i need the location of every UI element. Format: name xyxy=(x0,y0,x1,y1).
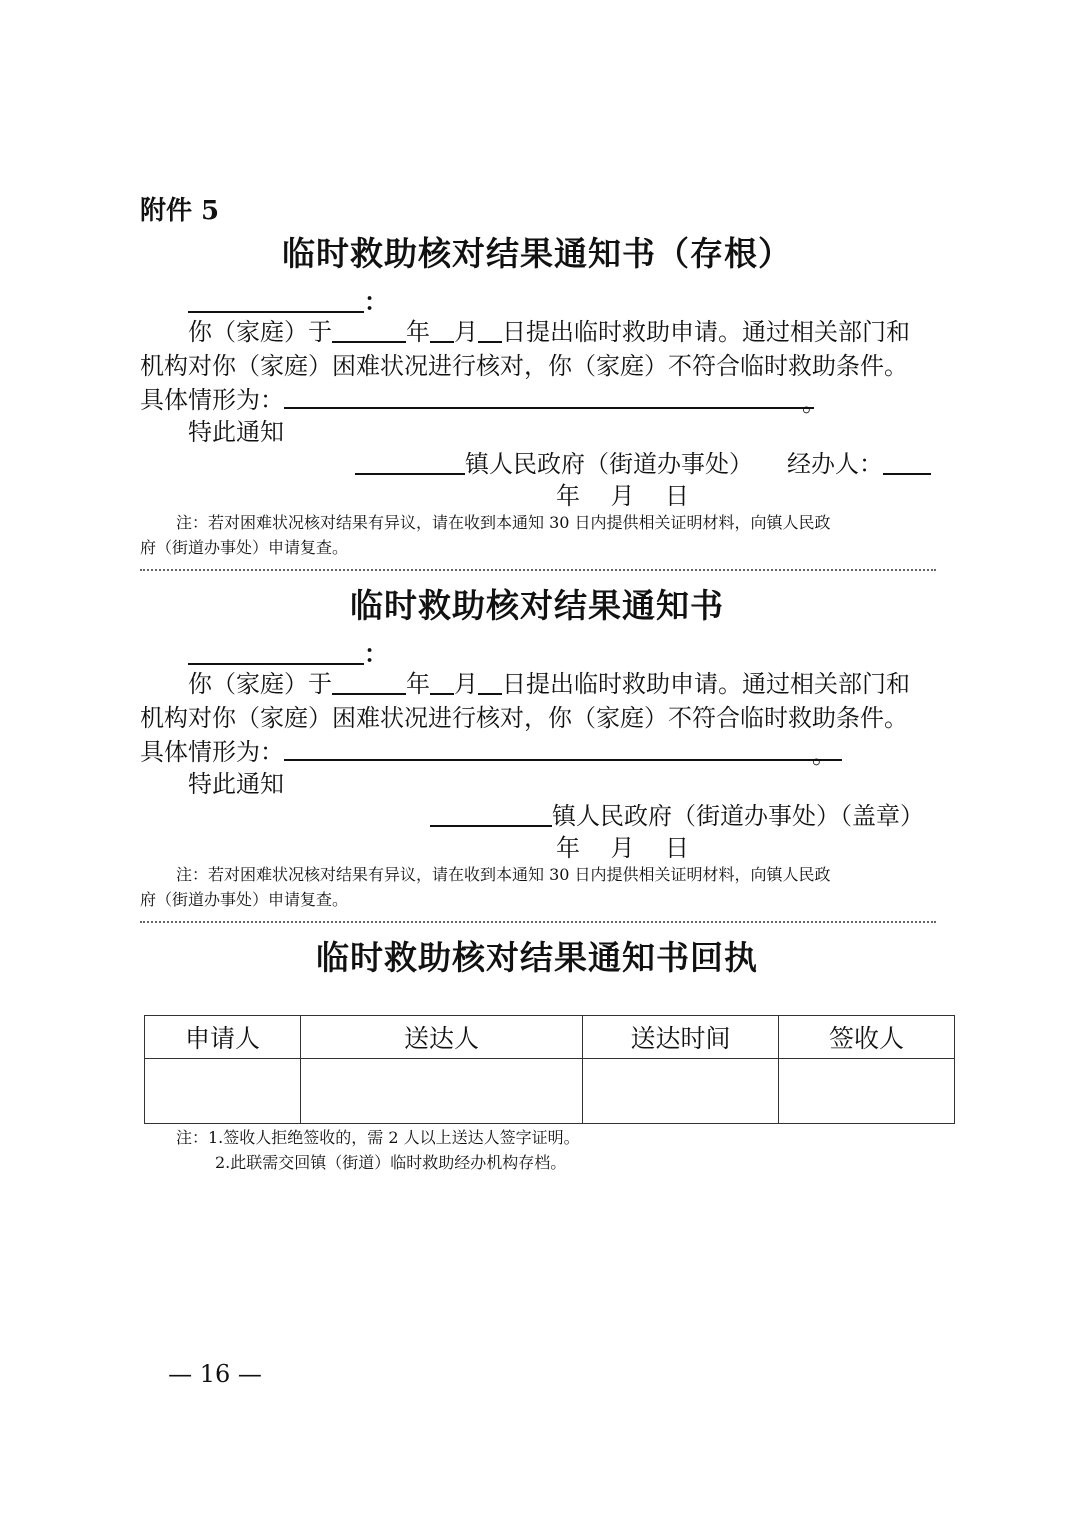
stub-note-line1: 注：若对困难状况核对结果有异议，请在收到本通知 30 日内提供相关证明材料，向镇人民政 xyxy=(176,513,831,532)
government-name: 镇人民政府（街道办事处） xyxy=(465,450,753,478)
text: 日提出临时救助申请。通过相关部门和 xyxy=(502,318,910,346)
header-delivery-time: 送达时间 xyxy=(583,1016,779,1059)
stub-note-line2: 府（街道办事处）申请复查。 xyxy=(140,538,349,557)
text: 月 xyxy=(454,318,478,346)
notice-notice: 特此通知 xyxy=(188,770,284,798)
text: 具体情形为： xyxy=(140,738,284,766)
addressee-blank[interactable] xyxy=(188,287,364,313)
stub-para-line2: 机构对你（家庭）困难状况进行核对，你（家庭）不符合临时救助条件。 xyxy=(140,352,908,380)
text: 月 xyxy=(454,670,478,698)
situation-blank[interactable] xyxy=(284,383,826,417)
town-blank[interactable] xyxy=(355,449,465,475)
notice-note-line2: 府（街道办事处）申请复查。 xyxy=(140,890,349,909)
month-blank[interactable] xyxy=(430,317,454,343)
header-recipient: 签收人 xyxy=(779,1016,955,1059)
stub-date: 年 月 日 xyxy=(556,482,690,510)
stub-title: 临时救助核对结果通知书（存根） xyxy=(282,234,792,273)
stub-signature-line xyxy=(355,444,931,479)
text: 年 xyxy=(406,318,430,346)
header-applicant: 申请人 xyxy=(145,1016,301,1059)
notice-para-line3 xyxy=(140,732,842,767)
day-blank[interactable] xyxy=(478,317,502,343)
table-header-row xyxy=(145,1016,955,1059)
header-deliverer: 送达人 xyxy=(301,1016,583,1059)
notice-note-line1: 注：若对困难状况核对结果有异议，请在收到本通知 30 日内提供相关证明材料，向镇人民政 xyxy=(176,865,831,884)
receipt-table xyxy=(144,1015,955,1124)
notice-para-line2: 机构对你（家庭）困难状况进行核对，你（家庭）不符合临时救助条件。 xyxy=(140,704,908,732)
notice-signature-line xyxy=(430,796,924,831)
cell-delivery-time[interactable] xyxy=(583,1059,779,1124)
year-blank[interactable] xyxy=(332,669,406,695)
government-name-seal: 镇人民政府（街道办事处）（盖章） xyxy=(552,802,924,830)
colon: ： xyxy=(364,287,388,316)
colon: ： xyxy=(364,639,388,668)
text: 你（家庭）于 xyxy=(188,318,332,346)
stub-para-line1 xyxy=(188,312,910,347)
period: 。 xyxy=(812,741,836,769)
receipt-note-line1: 注：1.签收人拒绝签收的，需 2 人以上送达人签字证明。 xyxy=(176,1128,580,1147)
period: 。 xyxy=(802,389,826,417)
text: 年 xyxy=(406,670,430,698)
stub-notice: 特此通知 xyxy=(188,418,284,446)
notice-date: 年 月 日 xyxy=(556,834,690,862)
cell-applicant[interactable] xyxy=(145,1059,301,1124)
table-row xyxy=(145,1059,955,1124)
addressee-blank[interactable] xyxy=(188,639,364,665)
notice-para-line1 xyxy=(188,664,910,699)
text: 日提出临时救助申请。通过相关部门和 xyxy=(502,670,910,698)
situation-blank[interactable] xyxy=(284,735,842,769)
cut-line xyxy=(140,921,936,923)
cell-deliverer[interactable] xyxy=(301,1059,583,1124)
year-blank[interactable] xyxy=(332,317,406,343)
cut-line xyxy=(140,569,936,571)
handler-blank[interactable] xyxy=(883,449,931,475)
notice-title: 临时救助核对结果通知书 xyxy=(350,586,724,625)
receipt-title: 临时救助核对结果通知书回执 xyxy=(316,938,758,977)
stub-para-line3 xyxy=(140,380,826,417)
town-blank[interactable] xyxy=(430,801,552,827)
day-blank[interactable] xyxy=(478,669,502,695)
text: 具体情形为： xyxy=(140,386,284,414)
month-blank[interactable] xyxy=(430,669,454,695)
attachment-label: 附件 5 xyxy=(140,196,220,226)
handler-label: 经办人： xyxy=(787,450,883,478)
text: 你（家庭）于 xyxy=(188,670,332,698)
receipt-note-line2: 2.此联需交回镇（街道）临时救助经办机构存档。 xyxy=(215,1153,567,1172)
page-number: — 16 — xyxy=(168,1360,262,1388)
cell-recipient[interactable] xyxy=(779,1059,955,1124)
